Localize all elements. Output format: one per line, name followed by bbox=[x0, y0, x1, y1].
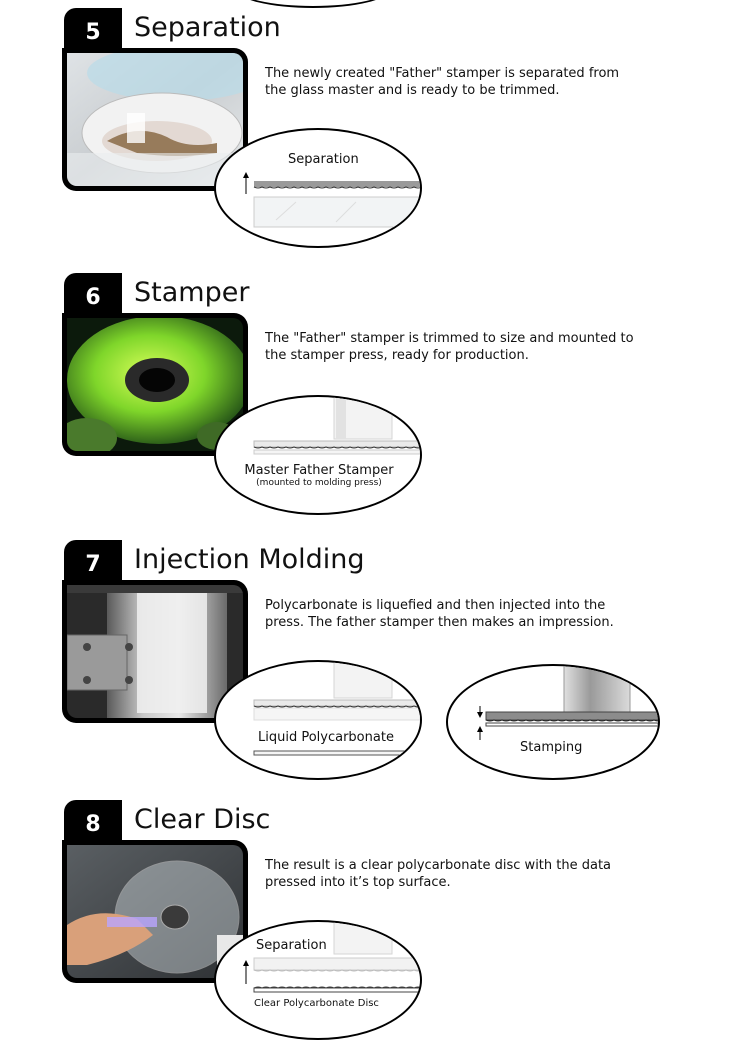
step-description: Polycarbonate is liquefied and then injected into the press. The father stamper then makes an impression. bbox=[265, 598, 614, 630]
step-title: Injection Molding bbox=[134, 544, 365, 575]
step-description: The result is a clear polycarbonate disc with the data pressed into it’s top surface. bbox=[265, 858, 612, 890]
callout-label: Separation bbox=[256, 938, 327, 953]
step-number-badge: 6 bbox=[64, 273, 122, 321]
step-title: Clear Disc bbox=[134, 804, 271, 835]
stamping-diagram-oval bbox=[446, 664, 660, 780]
separation-diagram-oval bbox=[214, 128, 422, 248]
step-6-stamper bbox=[0, 265, 750, 515]
clear-disc-diagram-oval bbox=[214, 920, 422, 1040]
callout-main-label: Master Father Stamper bbox=[244, 463, 394, 478]
callout-label: Liquid Polycarbonate bbox=[258, 730, 394, 745]
step-number-badge: 7 bbox=[64, 540, 122, 588]
step-description: The newly created "Father" stamper is separated from the glass master and is ready to be trimmed. bbox=[265, 66, 620, 98]
step-title: Separation bbox=[134, 12, 281, 43]
step-5-separation bbox=[0, 0, 750, 250]
callout-sublabel: (mounted to molding press) bbox=[256, 478, 382, 488]
stamper-diagram-oval bbox=[214, 395, 422, 515]
step-number-badge: 8 bbox=[64, 800, 122, 848]
liquid-polycarbonate-diagram-oval bbox=[214, 660, 422, 780]
step-8-clear-disc bbox=[0, 792, 750, 1042]
callout-label: Stamping bbox=[520, 740, 583, 755]
callout-label: Clear Polycarbonate Disc bbox=[254, 998, 379, 1009]
callout-label bbox=[244, 463, 394, 489]
callout-label: Separation bbox=[288, 152, 359, 167]
step-description: The "Father" stamper is trimmed to size and mounted to the stamper press, ready for production. bbox=[265, 331, 634, 363]
step-title: Stamper bbox=[134, 277, 250, 308]
step-number-badge: 5 bbox=[64, 8, 122, 56]
step-7-injection-molding bbox=[0, 532, 750, 782]
